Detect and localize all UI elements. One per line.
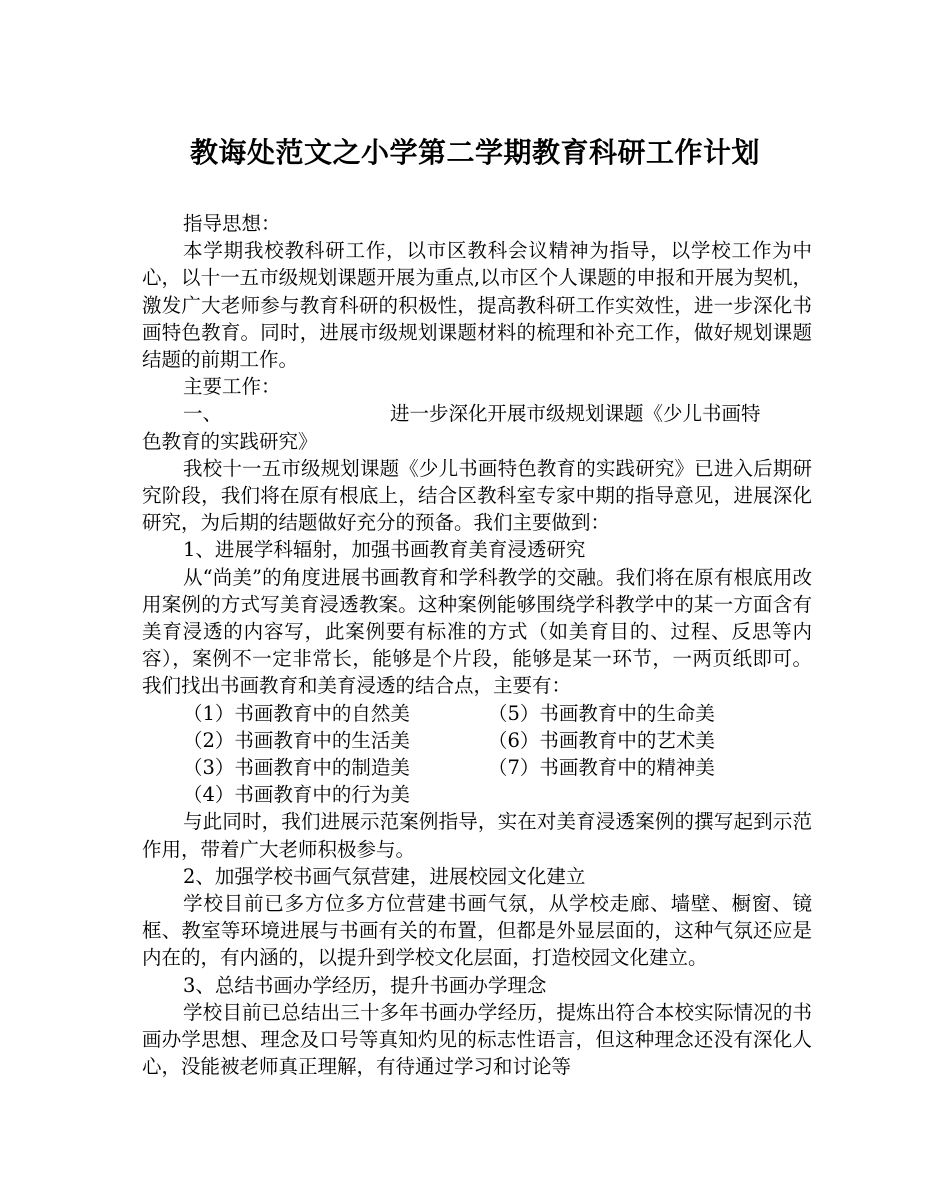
subsection-1-closing-paragraph: 与此同时，我们进展示范案例指导，实在对美育浸透案例的撰写起到示范作用，带着广大老师积极参与。: [142, 810, 812, 861]
subsection-3-heading: 3、总结书画办学经历，提升书画办学理念: [183, 973, 547, 997]
main-work-label: 主要工作：: [183, 375, 281, 399]
document-title: 教诲处范文之小学第二学期教育科研工作计划: [189, 136, 760, 169]
guiding-paragraph: 本学期我校教科研工作，以市区教科会议精神为指导，以学校工作为中心，以十一五市级规划课题开展为重点,以市区个人课题的申报和开展为契机，激发广大老师参与教育科研的积极性，提高教科研工作实效性，进一步深化书画特色教育。同时，进展市级规划课题材料的梳理和补充工作，做好规划课题结题的前期工作。: [142, 239, 812, 372]
list-row: [142, 781, 812, 808]
subsection-2-heading: 2、加强学校书画气氛营建，进展校园文化建立: [183, 864, 586, 888]
subsection-1-paragraph: 从“尚美”的角度进展书画教育和学科教学的交融。我们将在原有根底用改用案例的方式写美育浸透教案。这种案例能够围绕学科教学中的某一方面含有美育浸透的内容写，此案例要有标准的方式（如美育目的、过程、反思等内容），案例不一定非常长，能够是个片段，能够是某一环节，一两页纸即可。我们找出书画教育和美育浸透的结合点，主要有：: [142, 565, 812, 698]
subsection-3-paragraph: 学校目前已总结出三十多年书画办学经历，提炼出符合本校实际情况的书画办学思想、理念及口号等真知灼见的标志性语言，但这种理念还没有深化人心，没能被老师真正理解，有待通过学习和讨论等: [142, 1000, 812, 1079]
list-item: （2）书画教育中的生活美: [183, 728, 410, 752]
section-one-paragraph: 我校十一五市级规划课题《少儿书画特色教育的实践研究》已进入后期研究阶段，我们将在原有根底上，结合区教科室专家中期的指导意见，进展深化研究，为后期的结题做好充分的预备。我们主要做到：: [142, 456, 812, 535]
guiding-label: 指导思想：: [183, 212, 281, 235]
section-one-number: 一、: [183, 402, 223, 426]
section-one-heading: [142, 400, 812, 427]
subsection-1-heading: 1、进展学科辐射，加强书画教育美育浸透研究: [183, 538, 586, 562]
section-one-title-line1: 进一步深化开展市级规划课题《少儿书画特: [390, 402, 761, 426]
list-item: （6）书画教育中的艺术美: [488, 728, 715, 752]
list-row: [142, 700, 812, 727]
subsection-2-paragraph: 学校目前已多方位多方位营建书画气氛，从学校走廊、墙壁、橱窗、镜框、教室等环境进展与书画有关的布置，但都是外显层面的，这种气氛还应是内在的，有内涵的，以提升到学校文化层面，打造校园文化建立。: [142, 892, 812, 970]
list-item: （5）书画教育中的生命美: [488, 701, 715, 725]
list-item: （4）书画教育中的行为美: [183, 783, 410, 807]
list-item: （7）书画教育中的精神美: [488, 756, 715, 780]
list-row: [142, 754, 812, 781]
list-item: （3）书画教育中的制造美: [183, 756, 410, 780]
document-body: [142, 210, 812, 1081]
list-item: （1）书画教育中的自然美: [183, 701, 410, 725]
section-one-title-line2: 色教育的实践研究》: [142, 429, 318, 453]
list-row: [142, 727, 812, 754]
